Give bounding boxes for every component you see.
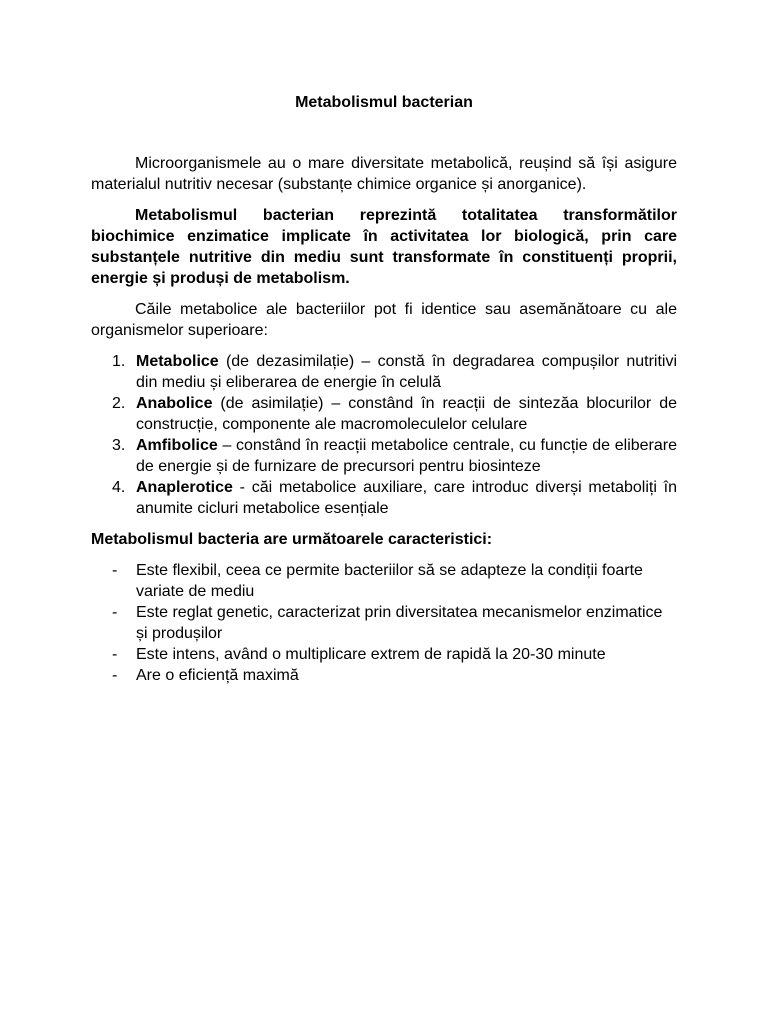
characteristic-text: Este flexibil, ceea ce permite bacteriilor să se adapteze la condiții foarte variate de mediu xyxy=(136,562,643,600)
list-number: 4. xyxy=(112,479,126,496)
list-number: 2. xyxy=(112,395,126,412)
pathway-description: (de asimilație) – constând în reacții de sintezăa blocurilor de construcție, componente ale macromoleculelor celulare xyxy=(136,395,677,433)
pathway-description: (de dezasimilație) – constă în degradarea compușilor nutritivi din mediu și eliberarea de energie în celulă xyxy=(136,353,677,391)
list-item xyxy=(91,665,677,686)
list-item xyxy=(91,477,677,519)
list-number: 1. xyxy=(112,353,126,370)
pathway-types-list xyxy=(91,351,677,519)
list-item xyxy=(91,560,677,602)
characteristics-heading: Metabolismul bacteria are următoarele caracteristici: xyxy=(91,531,493,548)
definition-paragraph: Metabolismul bacterian reprezintă totalitatea transformătilor biochimice enzimatice implicate în activitatea lor biologică, prin care substanțele nutritive din mediu sunt transformate în constituenți proprii, energie și produși de metabolism. xyxy=(91,207,677,287)
list-item xyxy=(91,644,677,665)
list-number: 3. xyxy=(112,437,126,454)
bullet-dash: - xyxy=(112,646,118,663)
pathway-description: – constând în reacții metabolice centrale, cu funcție de eliberare de energie și de furnizare de precursori pentru biosinteze xyxy=(136,437,677,475)
pathway-term: Anabolice xyxy=(136,395,213,412)
list-item xyxy=(91,435,677,477)
list-item xyxy=(91,351,677,393)
pathway-description: - căi metabolice auxiliare, care introduc diverși metaboliți în anumite cicluri metabolice esențiale xyxy=(136,479,677,517)
pathway-term: Metabolice xyxy=(136,353,219,370)
characteristic-text: Este reglat genetic, caracterizat prin diversitatea mecanismelor enzimatice și produșilor xyxy=(136,604,663,642)
list-item xyxy=(91,602,677,644)
pathway-term: Amfibolice xyxy=(136,437,218,454)
intro-paragraph: Microorganismele au o mare diversitate metabolică, reușind să își asigure materialul nutritiv necesar (substanțe chimice organice și anorganice). xyxy=(91,155,677,193)
list-item xyxy=(91,393,677,435)
document-page xyxy=(91,92,677,686)
bullet-dash: - xyxy=(112,562,118,579)
characteristics-list xyxy=(91,560,677,686)
pathways-intro-paragraph: Căile metabolice ale bacteriilor pot fi identice sau asemănătoare cu ale organismelor superioare: xyxy=(91,301,677,339)
characteristic-text: Este intens, având o multiplicare extrem de rapidă la 20-30 minute xyxy=(136,646,606,663)
document-title: Metabolismul bacterian xyxy=(295,94,473,111)
characteristic-text: Are o eficiență maximă xyxy=(136,667,299,684)
pathway-term: Anaplerotice xyxy=(136,479,233,496)
bullet-dash: - xyxy=(112,604,118,621)
bullet-dash: - xyxy=(112,667,118,684)
